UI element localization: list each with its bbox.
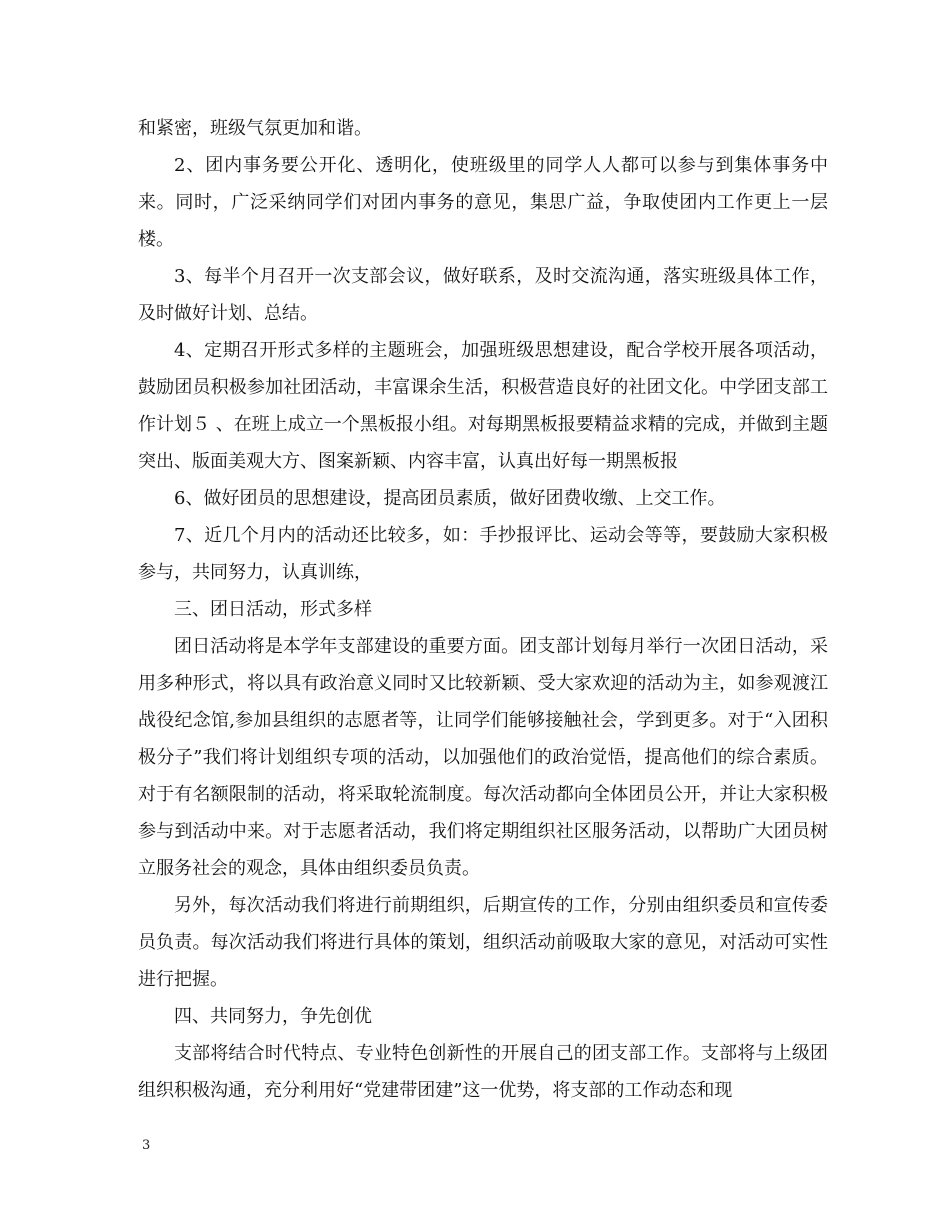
paragraph-item-6: 6、做好团员的思想建设，提高团员素质，做好团费收缴、上交工作。 — [174, 488, 726, 509]
document-body — [138, 110, 828, 1109]
section-heading-4: 四、共同努力，争先创优 — [174, 1006, 372, 1027]
paragraph-item-2: 2、团内事务要公开化、透明化，使班级里的同学人人都可以参与到集体事务中来。同时，广泛采纳同学们对团内事务的意见，集思广益，争取使团内工作更上一层楼。 — [138, 155, 828, 250]
paragraph-item-7: 7、近几个月内的活动还比较多，如：手抄报评比、运动会等等，要鼓励大家积极参与，共同努力，认真训练， — [138, 525, 828, 583]
paragraph-branch: 支部将结合时代特点、专业特色创新性的开展自己的团支部工作。支部将与上级团组织积极沟通，充分利用好“党建带团建”这一优势，将支部的工作动态和现 — [138, 1043, 828, 1101]
paragraph-activities: 团日活动将是本学年支部建设的重要方面。团支部计划每月举行一次团日活动，采用多种形式，将以具有政治意义同时又比较新颖、受大家欢迎的活动为主，如参观渡江战役纪念馆,参加县组织的志愿者等，让同学们能够接触社会，学到更多。对于“入团积极分子”我们将计划组织专项的活动，以加强他们的政治觉悟，提高他们的综合素质。对于有名额限制的活动，将采取轮流制度。每次活动都向全体团员公开，并让大家积极参与到活动中来。对于志愿者活动，我们将定期组织社区服务活动，以帮助广大团员树立服务社会的观念，具体由组织委员负责。 — [138, 636, 828, 879]
paragraph-item-3: 3、每半个月召开一次支部会议，做好联系，及时交流沟通，落实班级具体工作，及时做好计划、总结。 — [138, 266, 828, 324]
paragraph-additionally: 另外，每次活动我们将进行前期组织，后期宣传的工作，分别由组织委员和宣传委员负责。每次活动我们将进行具体的策划，组织活动前吸取大家的意见，对活动可实性进行把握。 — [138, 895, 828, 990]
paragraph-continuation: 和紧密，班级气氛更加和谐。 — [138, 118, 372, 139]
paragraph-item-4: 4、定期召开形式多样的主题班会，加强班级思想建设，配合学校开展各项活动，鼓励团员积极参加社团活动，丰富课余生活，积极营造良好的社团文化。中学团支部工作计划５ 、在班上成立一个黑板报小组。对每期黑板报要精益求精的完成，并做到主题突出、版面美观大方、图案新颖、内容丰富，认真出好每一期黑板报 — [138, 340, 828, 472]
section-heading-3: 三、团日活动，形式多样 — [174, 599, 372, 620]
page-number: 3 — [142, 1138, 151, 1153]
